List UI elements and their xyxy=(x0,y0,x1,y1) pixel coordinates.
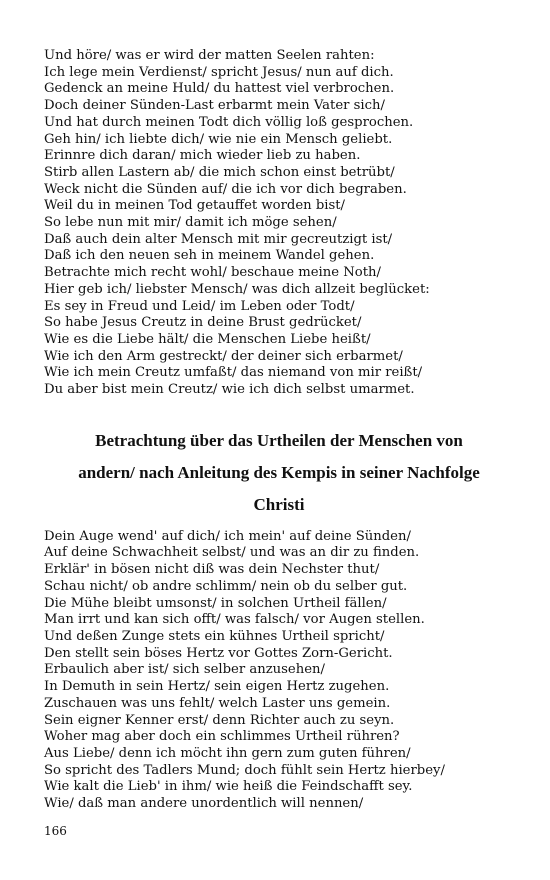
verse-line: Stirb allen Lastern ab/ die mich schon einst betrübt/ xyxy=(44,164,395,180)
verse-line: Den stellt sein böses Hertz vor Gottes Zorn-Gericht. xyxy=(44,645,393,661)
heading-line: andern/ nach Anleitung des Kempis in seiner Nachfolge xyxy=(78,462,480,482)
heading-line: Christi xyxy=(253,494,305,514)
verse-line: Und hat durch meinen Todt dich völlig loß gesprochen. xyxy=(44,114,414,130)
verse-line: Sein eigner Kenner erst/ denn Richter auch zu seyn. xyxy=(44,712,395,728)
verse-line: Wie ich den Arm gestreckt/ der deiner sich erbarmet/ xyxy=(44,348,403,364)
verse-line: Wie es die Liebe hält/ die Menschen Liebe heißt/ xyxy=(44,331,371,347)
section-heading xyxy=(44,425,514,521)
verse-line: Erbaulich aber ist/ sich selber anzusehen/ xyxy=(44,662,325,678)
verse-line: Betrachte mich recht wohl/ beschaue meine Noth/ xyxy=(44,265,381,281)
verse-line: Doch deiner Sünden-Last erbarmt mein Vater sich/ xyxy=(44,98,385,114)
verse-line: Wie kalt die Lieb' in ihm/ wie heiß die Feindschafft sey. xyxy=(44,779,413,795)
verse-line: Weil du in meinen Tod getauffet worden bist/ xyxy=(44,198,345,214)
verse-line: Die Mühe bleibt umsonst/ in solchen Urtheil fällen/ xyxy=(44,595,387,611)
verse-line: Daß ich den neuen seh in meinem Wandel gehen. xyxy=(44,248,375,264)
verse-line: Geh hin/ ich liebte dich/ wie nie ein Mensch geliebt. xyxy=(44,131,393,147)
poem-bottom xyxy=(44,529,514,813)
verse-line: Hier geb ich/ liebster Mensch/ was dich allzeit beglücket: xyxy=(44,281,430,297)
verse-line: Schau nicht/ ob andre schlimm/ nein ob du selber gut. xyxy=(44,578,408,594)
verse-line: Wie/ daß man andere unordentlich will nennen/ xyxy=(44,796,364,812)
page-number: 166 xyxy=(44,824,67,838)
verse-line: Weck nicht die Sünden auf/ die ich vor dich begraben. xyxy=(44,181,407,197)
verse-line: Gedenck an meine Huld/ du hattest viel verbrochen. xyxy=(44,81,395,97)
verse-line: Erinnre dich daran/ mich wieder lieb zu haben. xyxy=(44,148,361,164)
verse-line: Zuschauen was uns fehlt/ welch Laster uns gemein. xyxy=(44,695,391,711)
verse-line: So lebe nun mit mir/ damit ich möge sehen/ xyxy=(44,215,337,231)
verse-line: So spricht des Tadlers Mund; doch fühlt sein Hertz hierbey/ xyxy=(44,762,445,778)
verse-line: Aus Liebe/ denn ich möcht ihn gern zum guten führen/ xyxy=(44,745,411,761)
verse-line: Auf deine Schwachheit selbst/ und was an dir zu finden. xyxy=(44,545,420,561)
verse-line: So habe Jesus Creutz in deine Brust gedrücket/ xyxy=(44,315,362,331)
verse-line: Wie ich mein Creutz umfaßt/ das niemand von mir reißt/ xyxy=(44,365,423,381)
verse-line: Man irrt und kan sich offt/ was falsch/ vor Augen stellen. xyxy=(44,612,425,628)
verse-line: In Demuth in sein Hertz/ sein eigen Hertz zugehen. xyxy=(44,679,390,695)
verse-line: Du aber bist mein Creutz/ wie ich dich selbst umarmet. xyxy=(44,382,415,398)
verse-line: Und höre/ was er wird der matten Seelen rahten: xyxy=(44,48,375,63)
verse-line: Es sey in Freud und Leid/ im Leben oder Todt/ xyxy=(44,298,355,314)
verse-line: Ich lege mein Verdienst/ spricht Jesus/ nun auf dich. xyxy=(44,64,394,80)
verse-line: Daß auch dein alter Mensch mit mir gecreutzigt ist/ xyxy=(44,231,393,247)
poem-top xyxy=(44,48,514,399)
verse-line: Woher mag aber doch ein schlimmes Urtheil rühren? xyxy=(44,729,400,745)
page-body xyxy=(44,48,514,813)
verse-line: Erklär' in bösen nicht diß was dein Nechster thut/ xyxy=(44,562,380,578)
heading-line: Betrachtung über das Urtheilen der Menschen von xyxy=(95,430,463,450)
verse-line: Und deßen Zunge stets ein kühnes Urtheil spricht/ xyxy=(44,628,385,644)
verse-line: Dein Auge wend' auf dich/ ich mein' auf deine Sünden/ xyxy=(44,528,411,544)
